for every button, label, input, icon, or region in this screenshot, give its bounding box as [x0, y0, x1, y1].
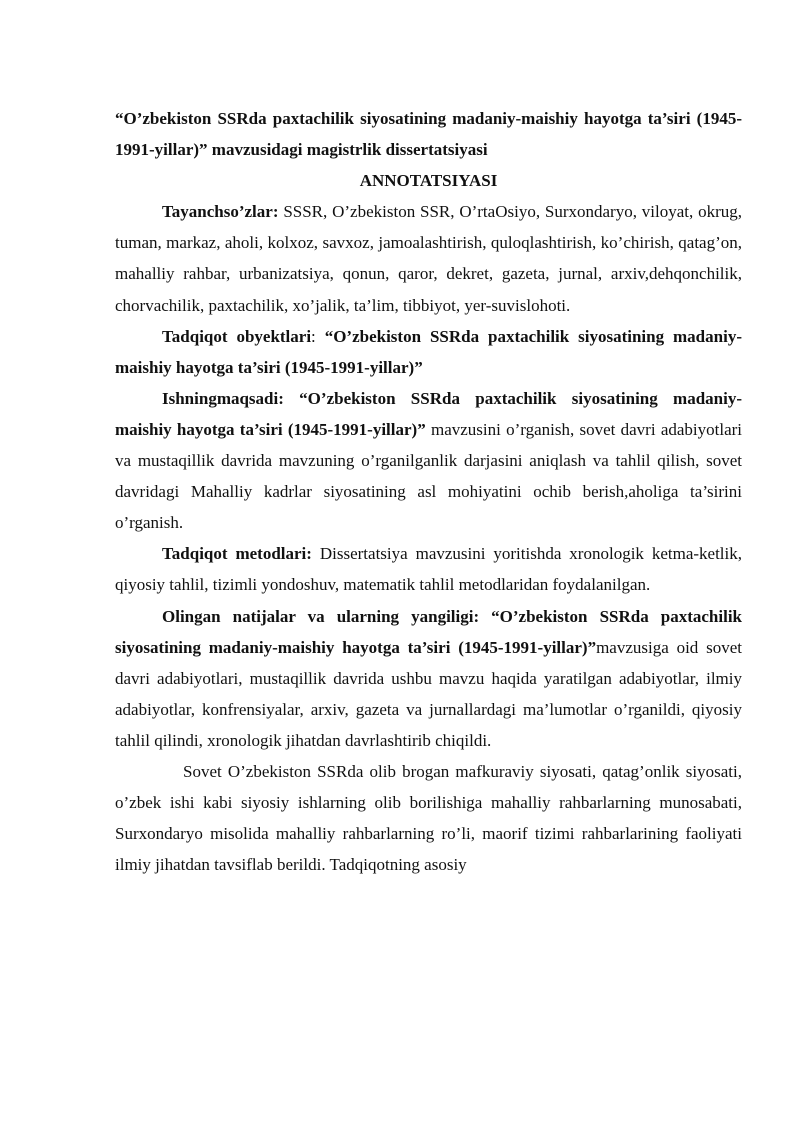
methods-paragraph	[115, 538, 742, 600]
document-body	[115, 103, 742, 880]
purpose-text: mavzusini o’rganish, sovet davri adabiyotlari va mustaqillik davrida mavzuning o’rganilganlik darjasini aniqlash va tahlil qilish, sovet davridagi Mahalliy kadrlar siyosatining asl mohiyatini ochib berish,aholiga ta’sirini o’rganish.	[115, 419, 743, 533]
document-title: “O’zbekiston SSRda paxtachilik siyosatining madaniy-maishiy hayotga ta’siri (1945-1991-yillar)” mavzusidagi magistrlik dissertatsiyasi	[115, 109, 742, 160]
section-heading: ANNOTATSIYASI	[359, 171, 498, 191]
keywords-text: SSSR, O’zbekiston SSR, O’rtaOsiyo, Surxondaryo, viloyat, okrug, tuman, markaz, aholi, kolxoz, savxoz, jamoalashtirish, quloqlashtirish, ko’chirish, qatag’on, mahalliy rahbar, urbanizatsiya, qonun, qaror, dekret, gazeta, jurnal, arxiv,dehqonchilik, chorvachilik, paxtachilik, xo’jalik, ta’lim, tibbiyot, yer-suvislohoti.	[115, 202, 742, 315]
final-paragraph: Sovet O’zbekiston SSRda olib brogan mafkuraviy siyosati, qatag’onlik siyosati, o’zbek ishi kabi siyosiy ishlarning olib borilishiga mahalliy rahbarlarning munosabati, Surxondaryo misolida mahalliy rahbarlarning ro’li, maorif tizimi rahbarlarining faoliyati ilmiy jihatdan tavsiflab berildi. Tadqiqotning asosiy	[115, 761, 742, 875]
research-objects-text: “O’zbekiston SSRda paxtachilik siyosatining madaniy-maishiy hayotga ta’siri (1945-1991-yillar)”	[115, 326, 742, 377]
methods-text: Dissertatsiya mavzusini yoritishda xronologik ketma-ketlik, qiyosiy tahlil, tizimli yondoshuv, matematik tahlil metodlaridan foydalanilgan.	[115, 544, 742, 595]
methods-label: Tadqiqot metodlari:	[162, 544, 312, 564]
research-objects-label: Tadqiqot obyektlari	[162, 326, 312, 346]
research-objects-paragraph: Tadqiqot obyektlari: “O’zbekiston SSRda paxtachilik siyosatining madaniy-maishiy hayotga ta’siri (1945-1991-yillar)”	[115, 326, 742, 377]
results-text: mavzusiga oid sovet davri adabiyotlari, mustaqillik davrida ushbu mavzu haqida yaratilgan adabiyotlar, ilmiy adabiyotlar, konfrensiyalar, arxiv, gazeta va jurnallardagi ma’lumotlar o’rganildi, qiyosiy tahlil qilindi, xronologik jihatdan davrlashtirib chiqildi.	[115, 637, 742, 750]
purpose-label: Ishningmaqsadi: “O’zbekiston SSRda paxtachilik siyosatining madaniy-maishiy hayotga ta’siri (1945-1991-yillar)”	[115, 388, 742, 439]
purpose-paragraph	[115, 383, 742, 538]
keywords-paragraph	[115, 196, 742, 320]
keywords-label: Tayanchso’zlar:	[162, 202, 279, 222]
results-paragraph	[115, 601, 742, 756]
results-label: Olingan natijalar va ularning yangiligi: “O’zbekiston SSRda paxtachilik siyosatining madaniy-maishiy hayotga ta’siri (1945-1991-yillar)”	[115, 606, 742, 657]
